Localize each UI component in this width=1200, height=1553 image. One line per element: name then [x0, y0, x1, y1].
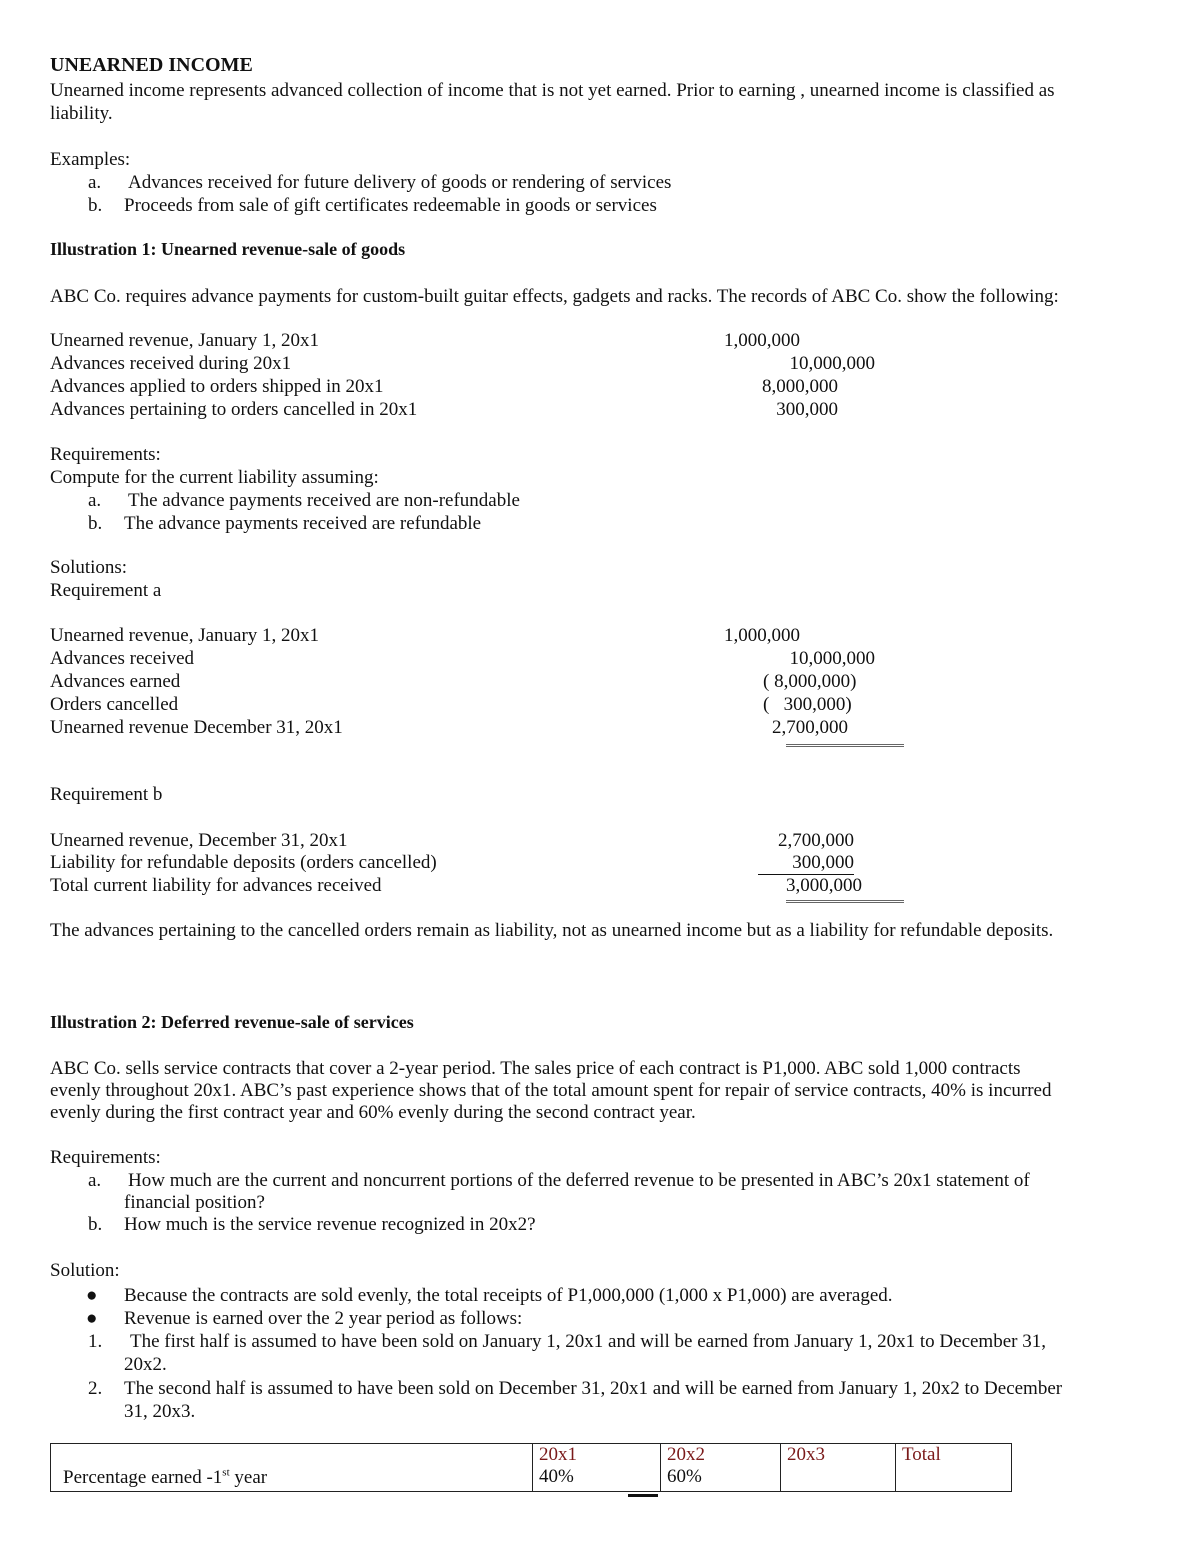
numbered-marker: 2. — [88, 1378, 103, 1399]
record-value: 300,000 — [776, 399, 838, 420]
requirements-intro: Compute for the current liability assuming: — [50, 467, 379, 488]
req-b-value: 300,000 — [758, 851, 854, 875]
row-label-sup: st — [222, 1466, 230, 1479]
row-label-cell — [51, 1444, 533, 1492]
bullet-text: Because the contracts are sold evenly, the total receipts of P1,000,000 (1,000 x P1,000) are averaged. — [124, 1285, 893, 1306]
i2-requirement-a-text: How much are the current and noncurrent portions of the deferred revenue to be presented in ABC’s 20x1 statement of — [128, 1170, 1030, 1191]
numbered-marker: 1. — [88, 1331, 103, 1352]
requirement-a-text: The advance payments received are non-refundable — [128, 490, 520, 511]
i2-requirement-a-text-cont: financial position? — [124, 1192, 265, 1213]
req-a-total: 2,700,000 — [772, 717, 848, 738]
record-value: 8,000,000 — [762, 376, 838, 397]
requirement-a-heading: Requirement a — [50, 580, 162, 601]
req-a-value: ( 300,000) — [763, 694, 852, 715]
requirement-a-marker: a. — [88, 490, 102, 511]
illustration-2-para-line: evenly during the first contract year and 60% evenly during the second contract year. — [50, 1102, 696, 1123]
row-label: Percentage earned -1 — [63, 1467, 223, 1488]
table-mark — [628, 1494, 658, 1497]
illustration-2-para-line: ABC Co. sells service contracts that cover a 2-year period. The sales price of each contract is P1,000. ABC sold 1,000 contracts — [50, 1058, 1021, 1079]
numbered-text-cont: 31, 20x3. — [124, 1401, 196, 1422]
record-label: Advances pertaining to orders cancelled in 20x1 — [50, 399, 418, 420]
req-b-total: 3,000,000 — [786, 875, 862, 896]
bullet-icon: ● — [86, 1285, 98, 1306]
percentage-earned-table — [50, 1443, 1012, 1492]
illustration-1-heading: Illustration 1: Unearned revenue-sale of goods — [50, 239, 406, 259]
req-b-label: Unearned revenue, December 31, 20x1 — [50, 830, 348, 851]
i2-requirement-b-text: How much is the service revenue recognized in 20x2? — [124, 1214, 536, 1235]
record-label: Advances applied to orders shipped in 20x1 — [50, 376, 384, 397]
col-value: 60% — [667, 1466, 702, 1487]
illustration-2-para-line: evenly throughout 20x1. ABC’s past experience shows that of the total amount spent for repair of service contracts, 40% is incurred — [50, 1080, 1052, 1101]
i2-requirement-b-marker: b. — [88, 1214, 103, 1235]
row-label-end: year — [229, 1467, 268, 1488]
req-b-label: Liability for refundable deposits (orders cancelled) — [50, 852, 437, 873]
col-total-cell — [896, 1444, 1012, 1492]
illustration-1-note: The advances pertaining to the cancelled orders remain as liability, not as unearned income but as a liability for refundable deposits. — [50, 920, 1054, 941]
req-a-value: 10,000,000 — [789, 648, 875, 669]
req-b-value: 2,700,000 — [778, 830, 854, 851]
example-a-marker: a. — [88, 172, 102, 193]
col-header: Total — [902, 1444, 941, 1465]
record-label: Advances received during 20x1 — [50, 353, 292, 374]
requirement-b-heading: Requirement b — [50, 784, 163, 805]
solutions-heading: Solutions: — [50, 557, 128, 578]
illustration-1-intro: ABC Co. requires advance payments for custom-built guitar effects, gadgets and racks. The records of ABC Co. show the following: — [50, 286, 1059, 307]
col-20x3-cell — [781, 1444, 896, 1492]
requirements-heading: Requirements: — [50, 444, 161, 465]
example-a-text: Advances received for future delivery of goods or rendering of services — [128, 172, 672, 193]
col-header: 20x2 — [667, 1444, 705, 1465]
examples-heading: Examples: — [50, 149, 131, 170]
illustration-2-requirements-heading: Requirements: — [50, 1147, 161, 1168]
table-row — [51, 1444, 1012, 1492]
record-value: 1,000,000 — [724, 330, 800, 351]
col-20x2-cell — [661, 1444, 781, 1492]
numbered-text: The second half is assumed to have been sold on December 31, 20x1 and will be earned from January 1, 20x2 to December — [124, 1378, 1063, 1399]
intro-line-1: Unearned income represents advanced collection of income that is not yet earned. Prior to earning , unearned income is classified as — [50, 80, 1055, 101]
bullet-text: Revenue is earned over the 2 year period as follows: — [124, 1308, 523, 1329]
record-value: 10,000,000 — [789, 353, 875, 374]
req-a-value: ( 8,000,000) — [763, 671, 857, 692]
numbered-text-cont: 20x2. — [124, 1354, 167, 1375]
i2-requirement-a-marker: a. — [88, 1170, 102, 1191]
req-a-label: Unearned revenue, January 1, 20x1 — [50, 625, 320, 646]
record-label: Unearned revenue, January 1, 20x1 — [50, 330, 320, 351]
col-value: 40% — [539, 1466, 574, 1487]
numbered-text: The first half is assumed to have been sold on January 1, 20x1 and will be earned from January 1, 20x1 to December 31, — [130, 1331, 1046, 1352]
req-a-label: Advances received — [50, 648, 195, 669]
double-underline — [786, 744, 904, 747]
col-header: 20x1 — [539, 1444, 577, 1465]
req-a-label: Orders cancelled — [50, 694, 179, 715]
illustration-2-heading: Illustration 2: Deferred revenue-sale of services — [50, 1012, 414, 1032]
req-a-value: 1,000,000 — [724, 625, 800, 646]
requirement-b-marker: b. — [88, 513, 103, 534]
intro-line-2: liability. — [50, 103, 113, 124]
example-b-text: Proceeds from sale of gift certificates redeemable in goods or services — [124, 195, 657, 216]
bullet-icon: ● — [86, 1308, 98, 1329]
req-a-label: Advances earned — [50, 671, 181, 692]
double-underline — [786, 900, 904, 903]
requirement-b-text: The advance payments received are refundable — [124, 513, 482, 534]
example-b-marker: b. — [88, 195, 103, 216]
solution-heading: Solution: — [50, 1260, 120, 1281]
req-b-label: Total current liability for advances received — [50, 875, 382, 896]
req-a-label: Unearned revenue December 31, 20x1 — [50, 717, 343, 738]
col-header: 20x3 — [787, 1444, 825, 1465]
col-20x1-cell — [533, 1444, 661, 1492]
page-title: UNEARNED INCOME — [50, 54, 253, 76]
